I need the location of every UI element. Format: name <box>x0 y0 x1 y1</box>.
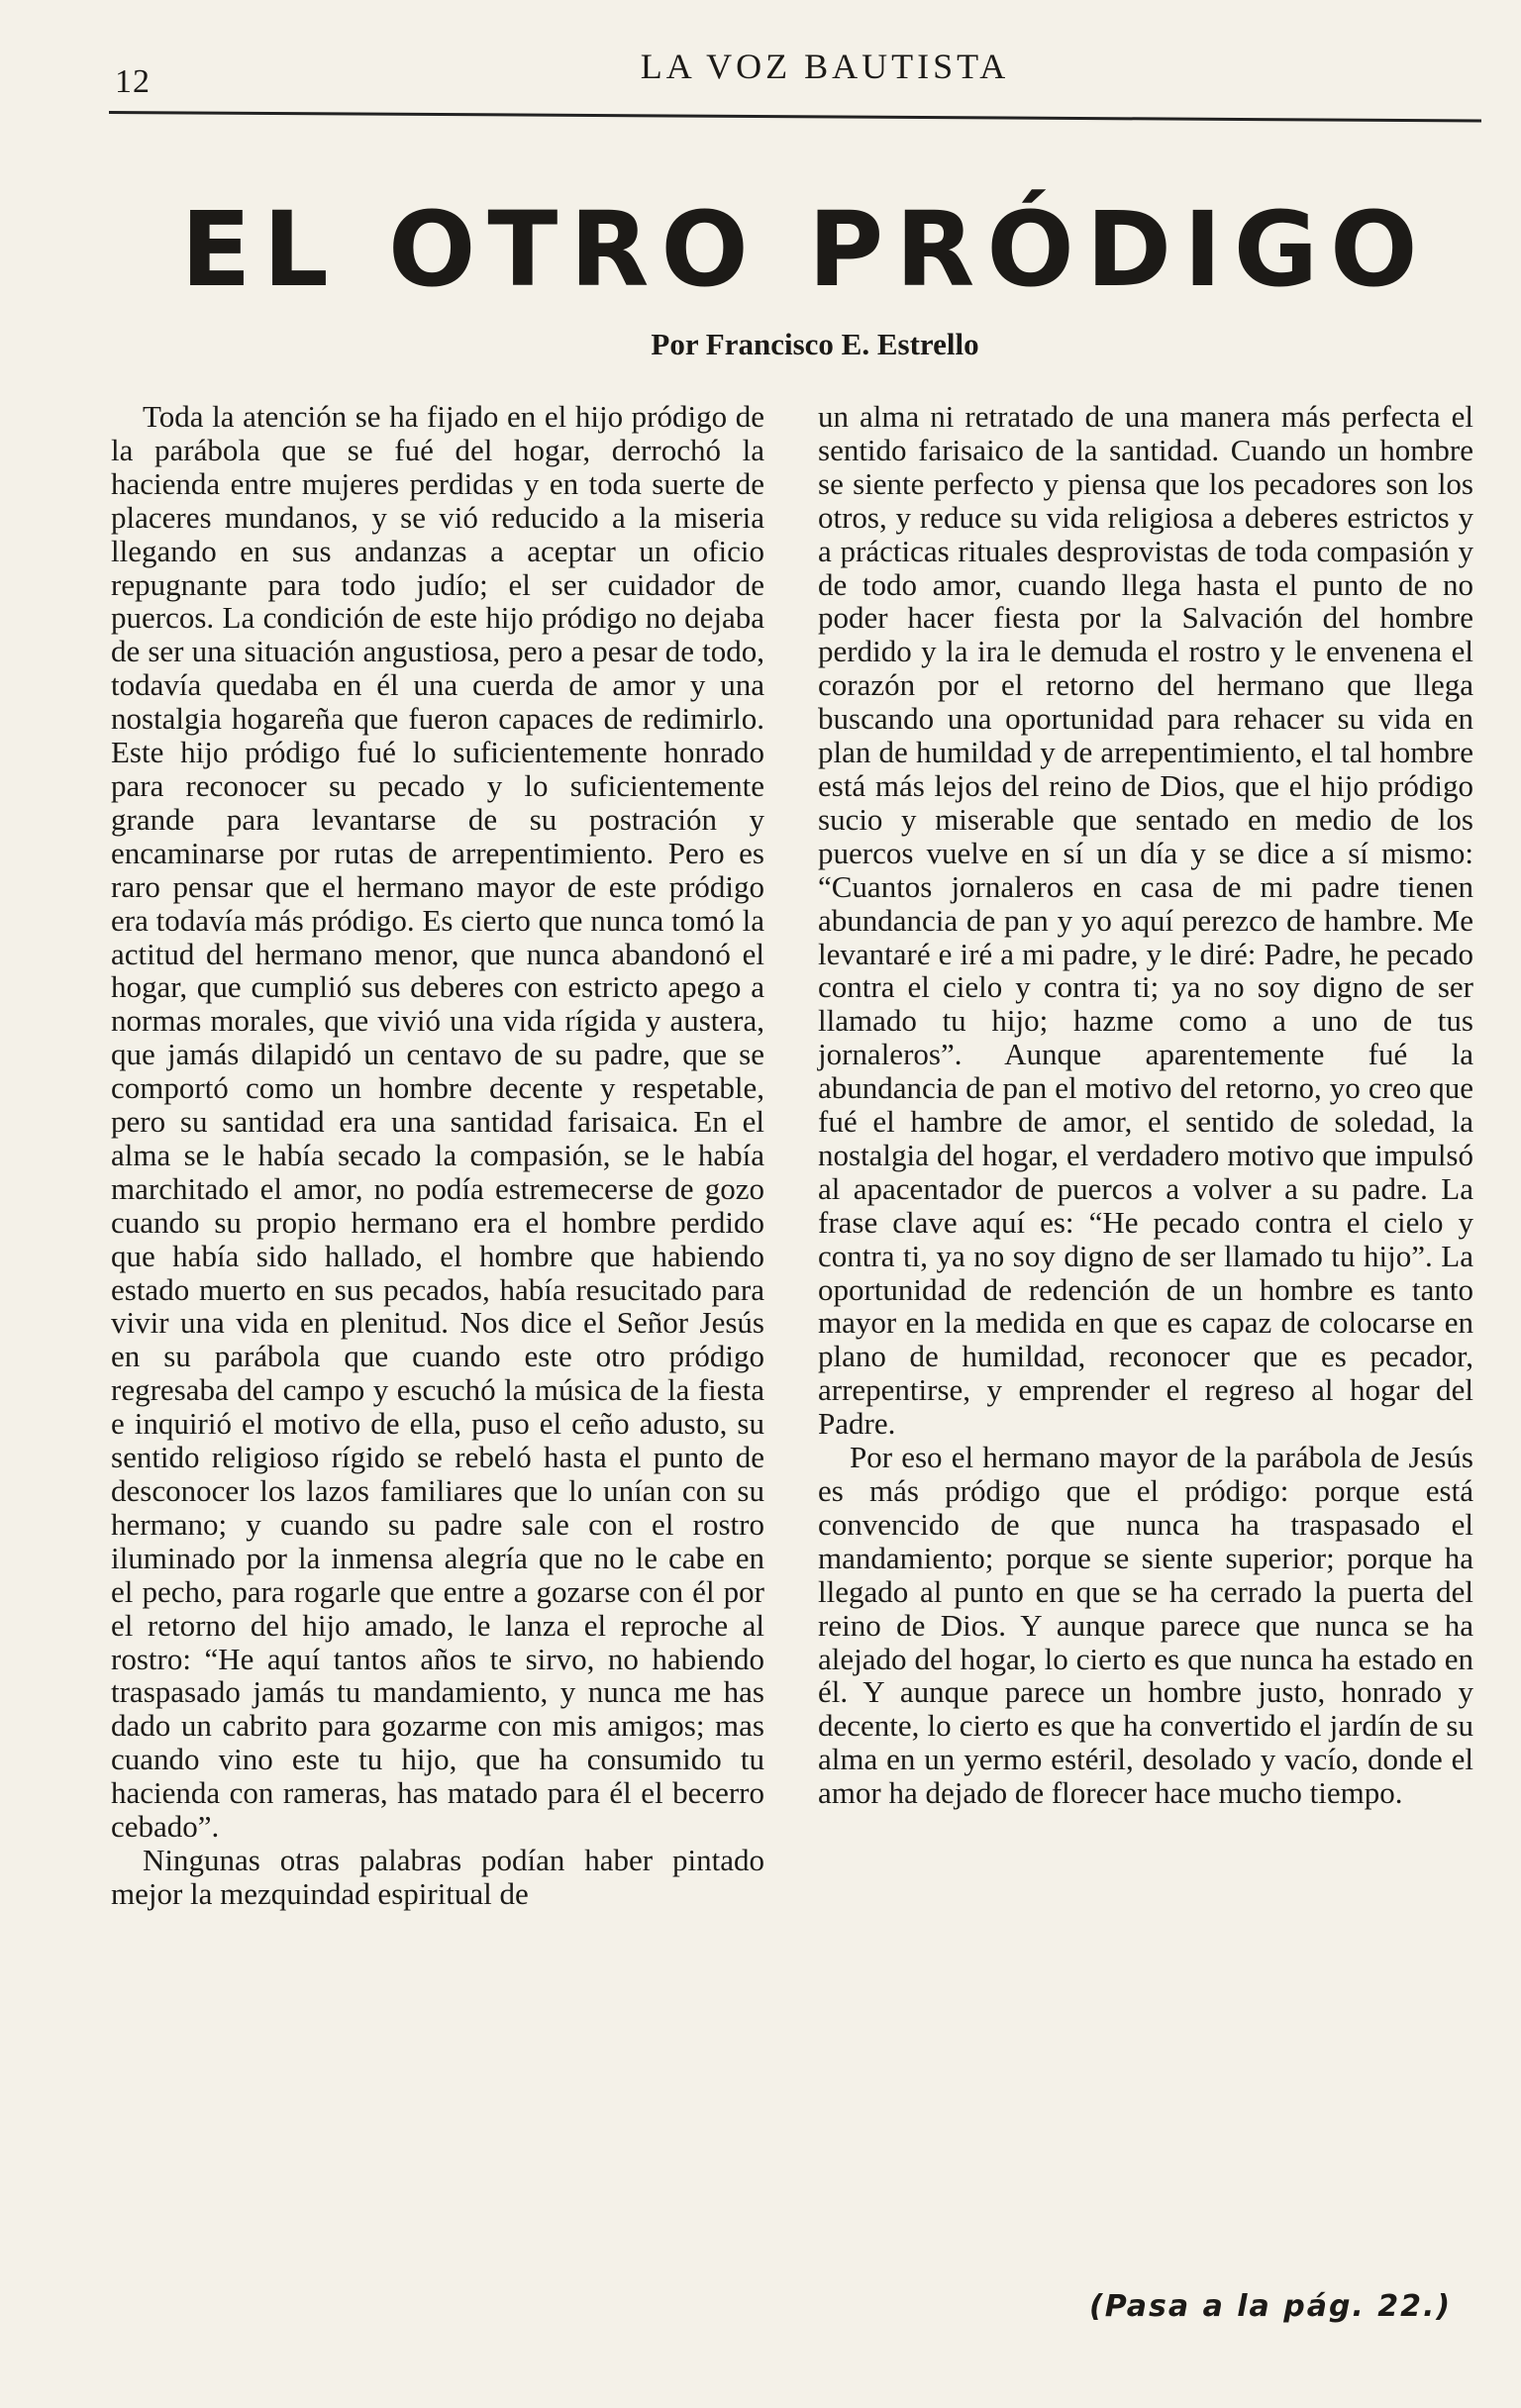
continued-note: (Pasa a la pág. 22.) <box>1089 2289 1453 2324</box>
running-header <box>109 38 1481 107</box>
left-paragraph-2: Ningunas otras palabras podían haber pintado mejor la mezquindad espiritual de <box>111 1842 764 1911</box>
article-title: EL OTRO PRÓDIGO <box>180 189 1430 310</box>
right-paragraph-1: un alma ni retratado de una manera más perfecta el sentido farisaico de la santidad. Cuando un hombre se siente perfecto y piensa que los pecadores son los otros, y reduce su vida religiosa a deberes estrictos y a prácticas rituales desprovistas de toda compasión y de todo amor, cuando llega hasta el punto de no poder hacer fiesta por la Salvación del hombre perdido y la ira le demuda el rostro y le envenena el corazón por el retorno del hermano que llega buscando una oportunidad para rehacer su vida en plan de humildad y de arrepentimiento, el tal hombre está más lejos del reino de Dios, que el hijo pródigo sucio y miserable que sentado en medio de los puercos vuelve en sí un día y se dice a sí mismo: “Cuantos jornaleros en casa de mi padre tienen abundancia de pan y yo aquí perezco de hambre. Me levantaré e iré a mi padre, y le diré: Padre, he pecado contra el cielo y contra ti; ya no soy digno de ser llamado tu hijo; hazme como a uno de tus jornaleros”. Aunque aparentemente fué la abundancia de pan el motivo del retorno, yo creo que fué el hambre de amor, el sentido de soledad, la nostalgia del hogar, el verdadero motivo que impulsó al apacentador de puercos a volver a su padre. La frase clave aquí es: “He pecado contra el cielo y contra ti, ya no soy digno de ser llamado tu hijo”. La oportunidad de redención de un hombre es tanto mayor en la medida en que es capaz de colocarse en plano de humildad, reconocer que es pecador, arrepentirse, y emprender el regreso al hogar del Padre. <box>818 399 1473 1442</box>
right-paragraph-2: Por eso el hermano mayor de la parábola de Jesús es más pródigo que el pródigo: porque está convencido de que nunca ha traspasado el mandamiento; porque se siente superior; porque ha llegado al punto en que se ha cerrado la puerta del reino de Dios. Y aunque parece que nunca se ha alejado del hogar, lo cierto es que nunca ha estado en él. Y aunque parece un hombre justo, honrado y decente, lo cierto es que ha convertido el jardín de su alma en un yermo estéril, desolado y vacío, donde el amor ha dejado de florecer hace mucho tiempo. <box>818 1440 1473 1811</box>
page-number: 12 <box>115 63 151 100</box>
journal-title: LA VOZ BAUTISTA <box>640 47 1010 86</box>
left-column <box>111 400 764 1911</box>
header-rule <box>109 111 1481 122</box>
right-column <box>818 400 1473 1810</box>
article-byline: Por Francisco E. Estrello <box>651 327 979 361</box>
left-paragraph-1: Toda la atención se ha fijado en el hijo pródigo de la parábola que se fué del hogar, derrochó la hacienda entre mujeres perdidas y en toda suerte de placeres mundanos, y se vió reducido a la miseria llegando en sus andanzas a aceptar un oficio repugnante para todo judío; el ser cuidador de puercos. La condición de este hijo pródigo no dejaba de ser una situación angustiosa, pero a pesar de todo, todavía quedaba en él una cuerda de amor y una nostalgia hogareña que fueron capaces de redimirlo. Este hijo pródigo fué lo suficientemente honrado para reconocer su pecado y lo suficientemente grande para levantarse de su postración y encaminarse por rutas de arrepentimiento. Pero es raro pensar que el hermano mayor de este pródigo era todavía más pródigo. Es cierto que nunca tomó la actitud del hermano menor, que nunca abandonó el hogar, que cumplió sus deberes con estricto apego a normas morales, que vivió una vida rígida y austera, que jamás dilapidó un centavo de su padre, que se comportó como un hombre decente y respetable, pero su santidad era una santidad farisaica. En el alma se le había secado la compasión, se le había marchitado el amor, no podía estremecerse de gozo cuando su propio hermano era el hombre perdido que había sido hallado, el hombre que habiendo estado muerto en sus pecados, había resucitado para vivir una vida en plenitud. Nos dice el Señor Jesús en su parábola que cuando este otro pródigo regresaba del campo y escuchó la música de la fiesta e inquirió el motivo de ella, puso el ceño adusto, su sentido religioso rígido se rebeló hasta el punto de desconocer los lazos familiares que lo unían con su hermano; y cuando su padre sale con el rostro iluminado por la inmensa alegría que no le cabe en el pecho, para rogarle que entre a gozarse con él por el retorno del hijo amado, le lanza el reproche al rostro: “He aquí tantos años te sirvo, no habiendo traspasado jamás tu mandamiento, y nunca me has dado un cabrito para gozarme con mis amigos; mas cuando vino este tu hijo, que ha consumido tu hacienda con rameras, has matado para él el becerro cebado”. <box>111 399 764 1845</box>
